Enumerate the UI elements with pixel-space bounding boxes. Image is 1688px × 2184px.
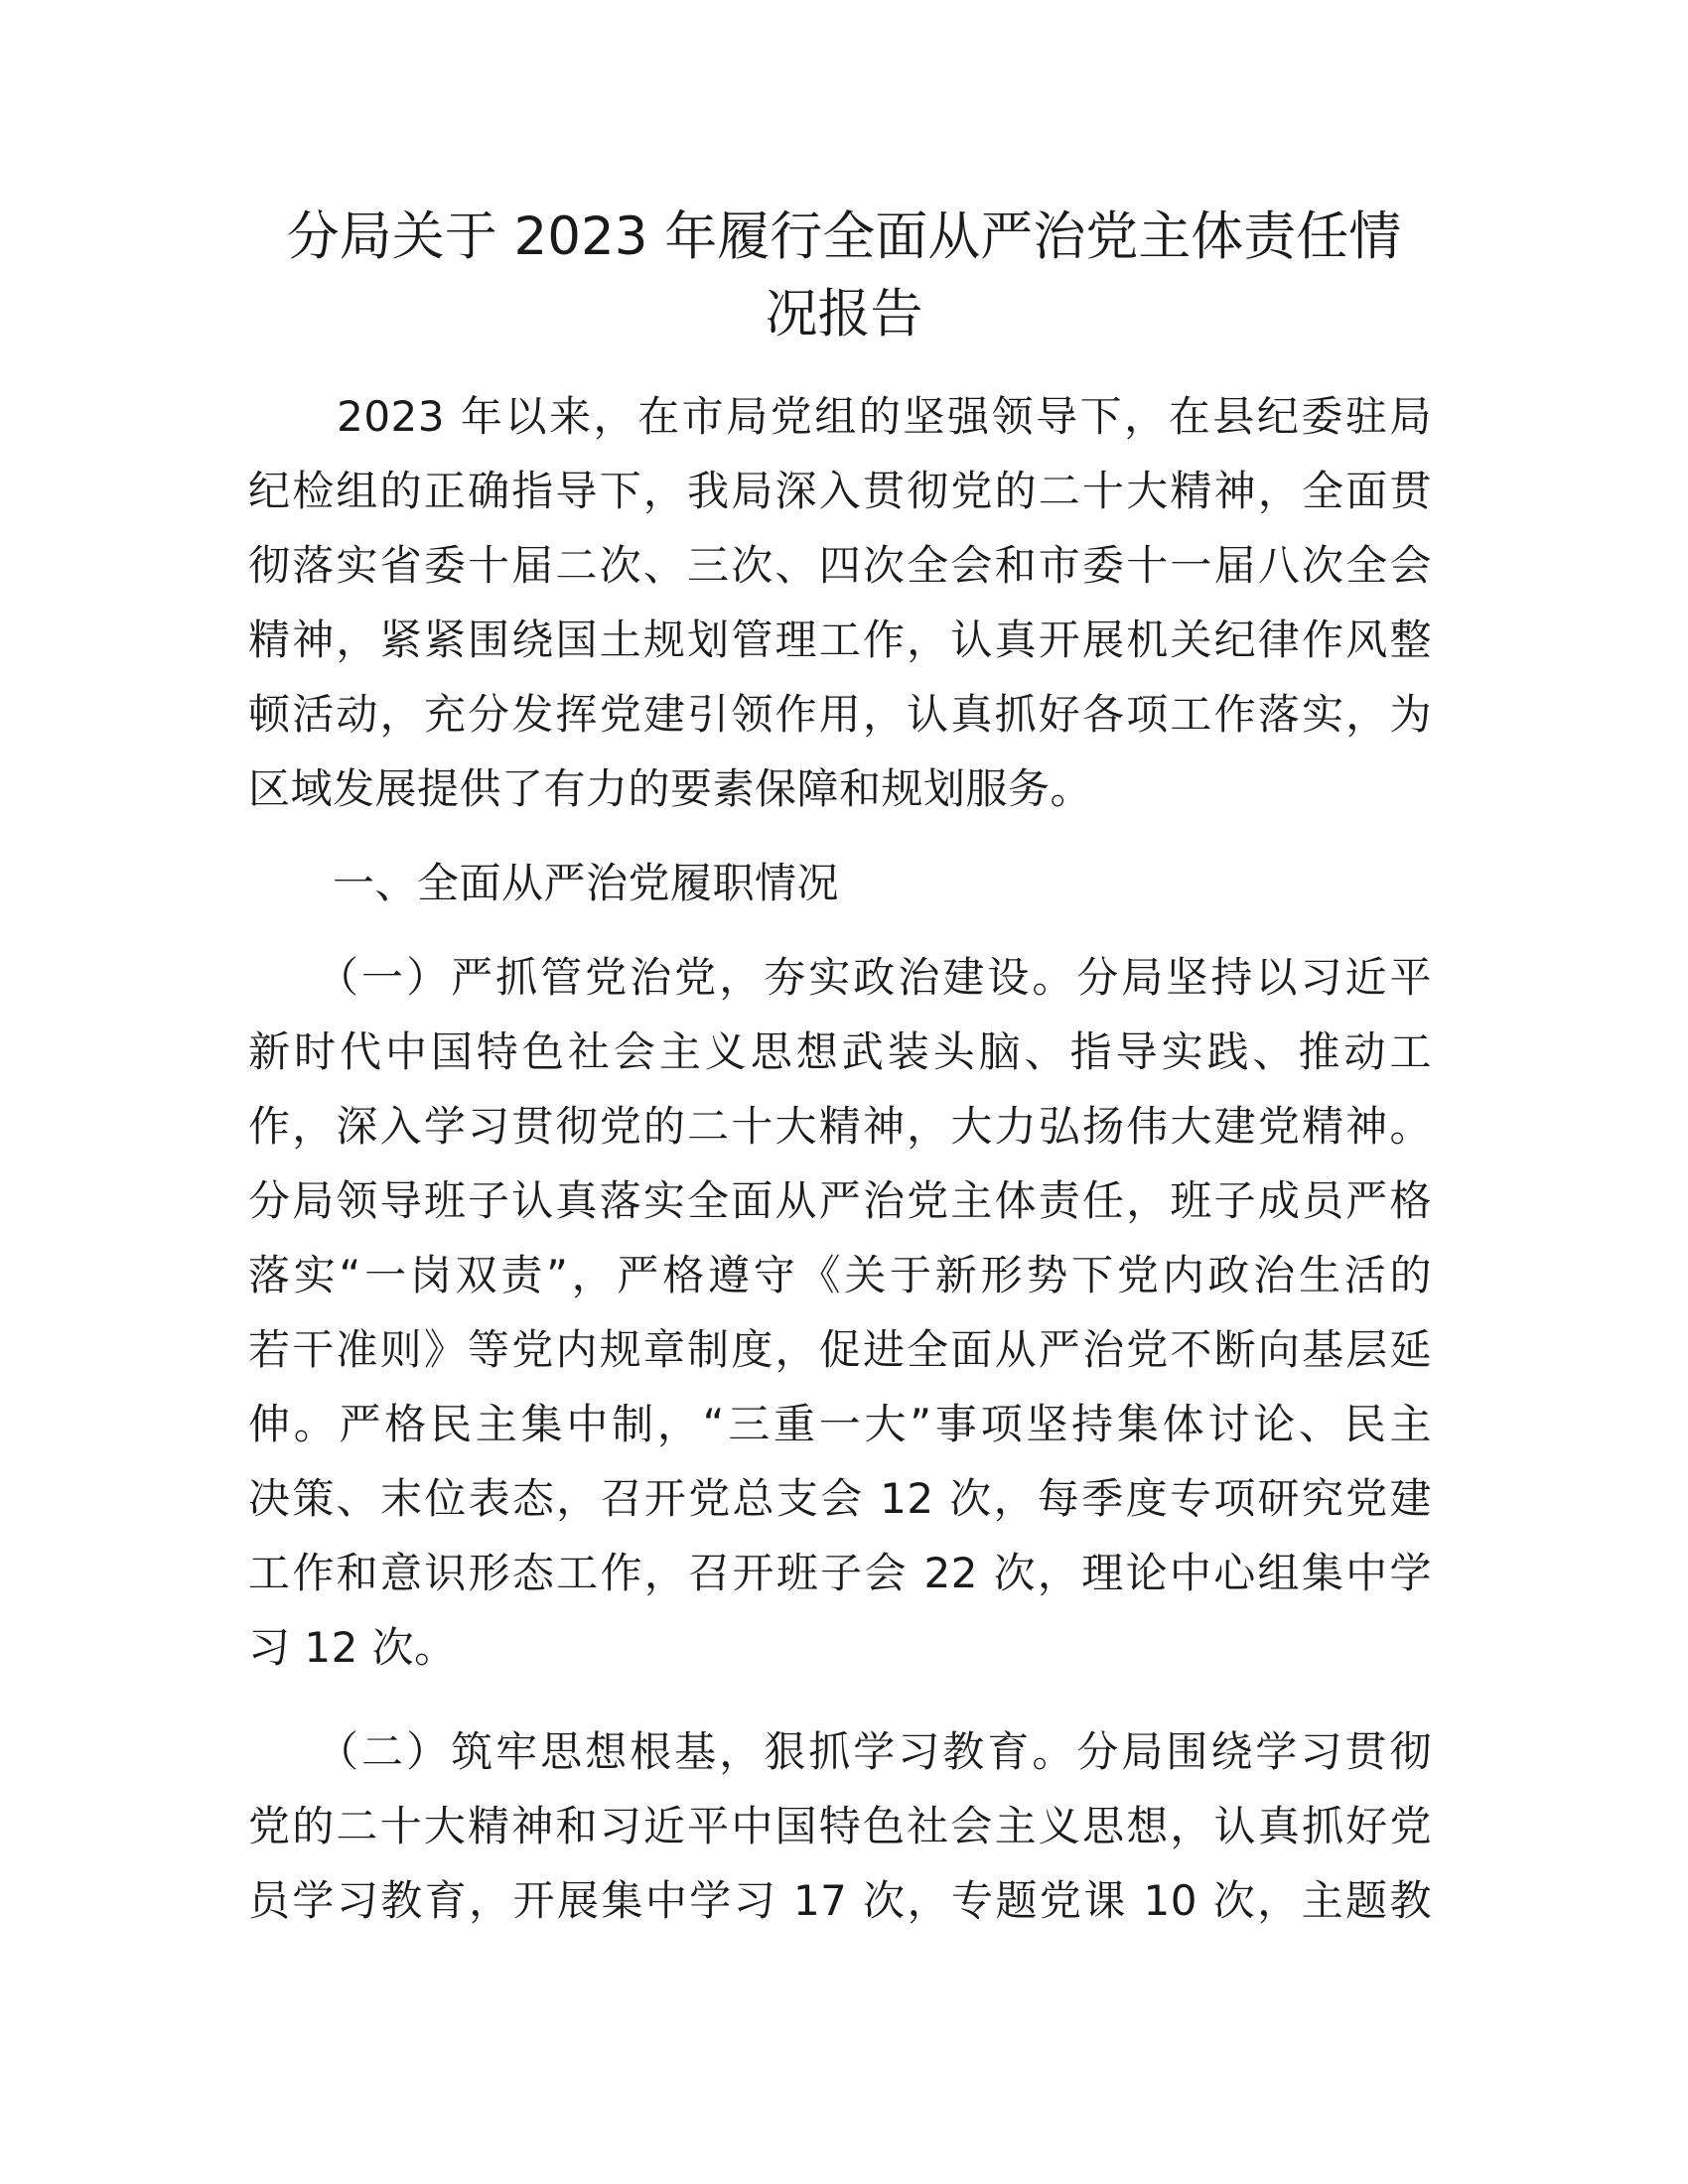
- intro-line: 顿活动，充分发挥党建引领作用，认真抓好各项工作落实，为: [248, 690, 1432, 739]
- intro-line: 精神，紧紧围绕国土规划管理工作，认真开展机关纪律作风整: [248, 615, 1432, 664]
- part1-line: 伸。严格民主集中制，“三重一大”事项坚持集体讨论、民主: [248, 1400, 1432, 1448]
- part1-line: 习 12 次。: [248, 1623, 457, 1672]
- part1-line: 作，深入学习贯彻党的二十大精神，大力弘扬伟大建党精神。: [248, 1102, 1432, 1151]
- document-title: [228, 199, 1460, 353]
- part2-line: （二）筑牢思想根基，狠抓学习教育。分局围绕学习贯彻: [248, 1727, 1432, 1776]
- intro-line: 2023 年以来，在市局党组的坚强领导下，在县纪委驻局: [248, 392, 1432, 441]
- part1-line: 工作和意识形态工作，召开班子会 22 次，理论中心组集中学: [248, 1549, 1432, 1597]
- intro-line: 纪检组的正确指导下，我局深入贯彻党的二十大精神，全面贯: [248, 467, 1432, 515]
- part1-line: 若干准则》等党内规章制度，促进全面从严治党不断向基层延: [248, 1325, 1432, 1374]
- title-line-1: 分局关于 2023 年履行全面从严治党主体责任情: [286, 206, 1402, 267]
- intro-line: 区域发展提供了有力的要素保障和规划服务。: [248, 764, 1093, 813]
- part1-line: 决策、末位表态，召开党总支会 12 次，每季度专项研究党建: [248, 1474, 1432, 1523]
- part1-line: 落实“一岗双责”，严格遵守《关于新形势下党内政治生活的: [248, 1251, 1432, 1299]
- part2-line: 员学习教育，开展集中学习 17 次，专题党课 10 次，主题教: [248, 1876, 1432, 1925]
- part1-line: （一）严抓管党治党，夯实政治建设。分局坚持以习近平: [248, 953, 1432, 1002]
- section-heading: 一、全面从严治党履职情况: [248, 859, 840, 907]
- part2-line: 党的二十大精神和习近平中国特色社会主义思想，认真抓好党: [248, 1802, 1432, 1850]
- part1-line: 分局领导班子认真落实全面从严治党主体责任，班子成员严格: [248, 1176, 1432, 1225]
- part1-line: 新时代中国特色社会主义思想武装头脑、指导实践、推动工: [248, 1027, 1432, 1076]
- title-line-2: 况报告: [765, 284, 923, 344]
- intro-line: 彻落实省委十届二次、三次、四次全会和市委十一届八次全会: [248, 541, 1432, 590]
